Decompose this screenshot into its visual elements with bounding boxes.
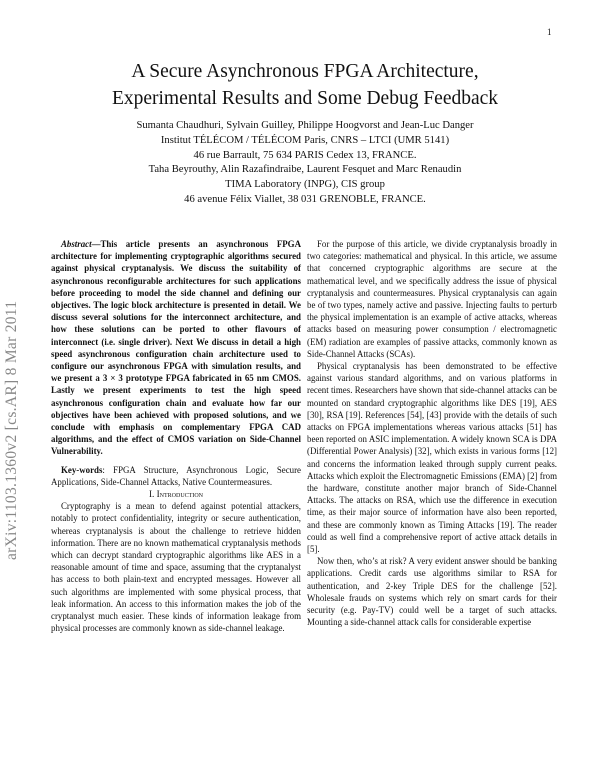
abstract-label: Abstract [61, 239, 92, 249]
left-column [51, 238, 301, 635]
keywords-label: Key-words [61, 464, 103, 475]
paper-title [40, 58, 570, 112]
affiliation-1: Institut TÉLÉCOM / TÉLÉCOM Paris, CNRS – LTCI (UMR 5141) [160, 134, 450, 146]
right-column [307, 238, 557, 629]
author-names-1: Sumanta Chaudhuri, Sylvain Guilley, Philippe Hoogvorst and Jean-Luc Danger [136, 120, 474, 131]
intro-paragraph-1: Cryptography is a mean to defend against potential attackers, notably to protect confidentiality, integrity or secure authentication, whereas cryptanalysis is about the challenge to retrieve hidden information. There are no known mathematical cryptanalysis methods which can decrypt standard cryptographic algorithms like AES in a reasonable amount of time and space, assuming that the cryptanalyst has access to both plain-text and encrypted messages. However all such algorithms are implemented with some physical process, that leak information. An access to this information makes the job of the cryptanalyst much easier. These kinds of information leakage from physical processes are commonly known as side-channel leakage. [51, 501, 301, 634]
keywords-text: : FPGA Structure, Asynchronous Logic, Secure Applications, Side-Channel Attacks, Native Countermeasures. [51, 464, 301, 487]
affiliation-2: TIMA Laboratory (INPG), CIS group [225, 179, 385, 191]
author-names-2: Taha Beyrouthy, Alin Razafindraibe, Laurent Fesquet and Marc Renaudin [148, 164, 462, 176]
address-1: 46 rue Barrault, 75 634 PARIS Cedex 13, FRANCE. [193, 149, 417, 161]
keywords [51, 464, 301, 488]
arxiv-stamp[interactable]: arXiv:1103.1360v2 [cs.AR] 8 Mar 2011 [3, 300, 20, 560]
paragraph-cryptanalysis-categories: For the purpose of this article, we divide cryptanalysis broadly in two categories: mathematical and physical. In this article, we assume that concerned cryptographic algorithms are secure at the mathematical level, and we specifically address the issue of physical cryptanalysis and countermeasures. Physical cryptanalysis can again be of two types, namely active and passive. Injecting faults to perturb the physical implementation is an example of active attacks, whereas attacks based on measuring power consumption / electromagnetic (EM) radiation are examples of passive attacks, commonly known as Side-Channel Attacks (SCAs). [307, 239, 557, 359]
abstract-text: —This article presents an asynchronous FPGA architecture for implementing cryptographic algorithms secured against physical cryptanalysis. We discuss the suitability of asynchronous reconfigurable architectures for such applications before proceeding to model the side channel and defining our objectives. The logic block architecture is presented in detail. We discuss several solutions for the interconnect architecture, and how these solutions can be ported to other flavours of interconnect (i.e. single driver). Next We discuss in detail a high speed asynchronous configuration chain architecture used to configure our asynchronous FPGA with simulation results, and we present a 3 × 3 prototype FPGA fabricated in 65 nm CMOS. Lastly we present experiments to test the high speed asynchronous configuration chain and evaluate how far our objectives have been achieved with proposed solutions, and we conclude with emphasis on complementary FPGA CAD algorithms, and the effect of CMOS variation on Side-Channel Vulnerability. [51, 239, 301, 457]
abstract [51, 238, 301, 458]
paragraph-physical-cryptanalysis: Physical cryptanalysis has been demonstrated to be effective against various standard algorithms, and on various platforms in recent times. Researchers have shown that side-channel attacks can be mounted on standard cryptographic algorithms like DES [19], AES [30], RSA [19]. References [54], [43] provide with the details of such attacks on FPGA implementations whereas various attacks [51] has been reported on ASIC implementation. A widely known SCA is DPA (Differential Power Analysis) [32], which exists in various forms [12] and concerns the information leaked through supply current peaks. Attacks which exploit the Electromagnetic Emissions (EMA) [2] from the hardware, constitute another major branch of Side-Channel Attacks. The attacks on RSA, which use the difference in execution time, as their major source of information have also been reported, and these are commonly known as Timing Attacks [19]. The reader could as well find a comprehensive report of active attack details in [5]. [307, 361, 557, 555]
author-block [40, 119, 570, 208]
section-heading-introduction: I. Introduction [148, 489, 204, 500]
paragraph-who-is-at-risk: Now then, who’s at risk? A very evident answer should be banking applications. Credit cards use algorithms similar to RSA for authentication, and 2-key Triple DES for the challenge [52]. Wholesale frauds on systems which rely on smart cards for their security (e.g. Pay-TV) could well be a target of such attacks. Mounting a side-channel attack calls for considerable expertise [307, 556, 557, 628]
title-line-1: A Secure Asynchronous FPGA Architecture, [131, 61, 479, 82]
page-number: 1 [547, 27, 552, 37]
address-2: 46 avenue Félix Viallet, 38 031 GRENOBLE, FRANCE. [184, 193, 426, 205]
title-line-2: Experimental Results and Some Debug Feedback [111, 88, 499, 109]
